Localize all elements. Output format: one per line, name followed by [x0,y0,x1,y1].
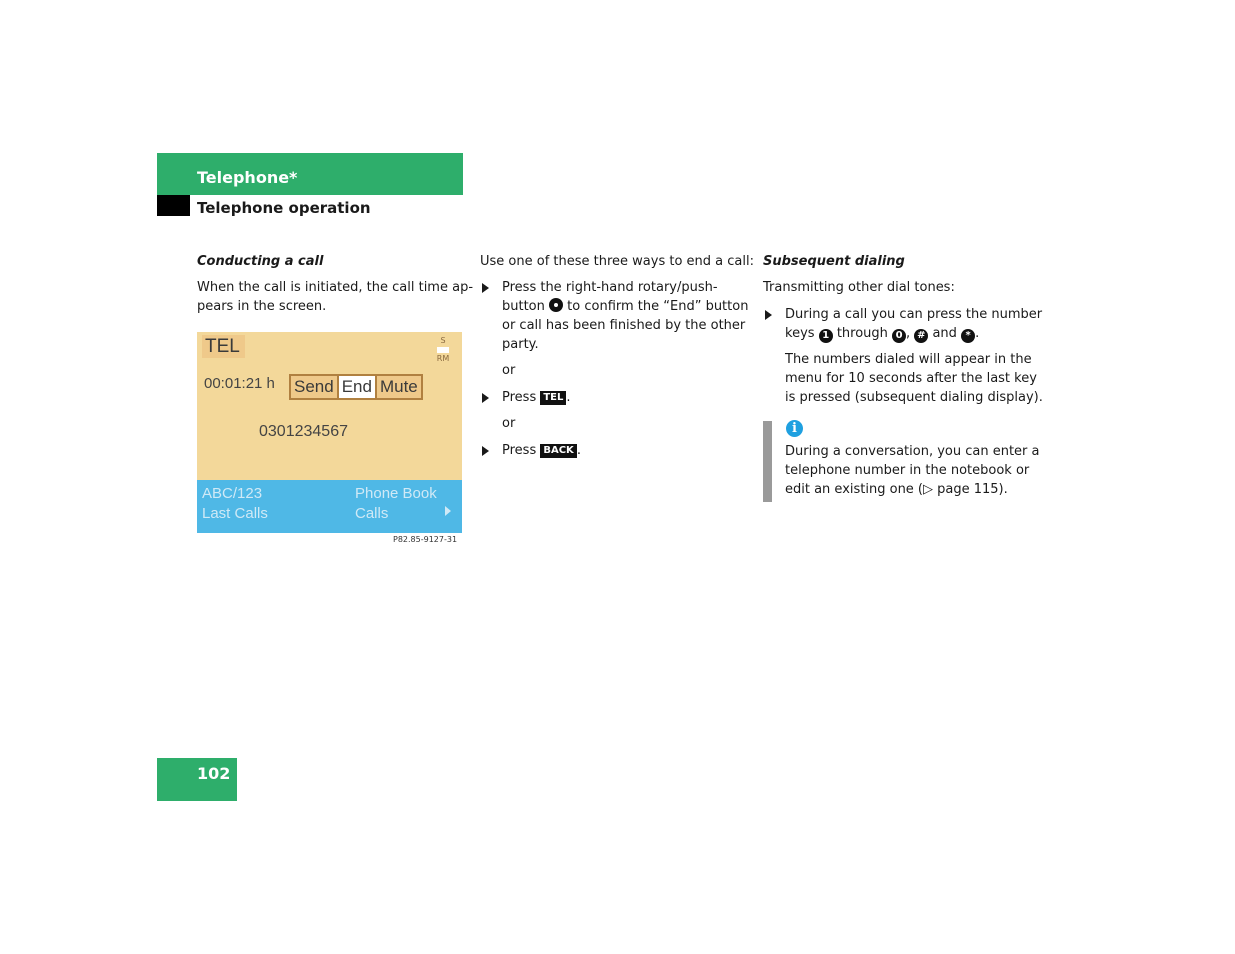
tel-key-icon: TEL [540,391,566,405]
signal-icon [431,336,455,364]
signal-label: S [440,336,446,345]
para-line: During a call you can press the number [785,307,1043,322]
para-line: menu for 10 seconds after the last key [785,371,1037,386]
para-line [502,297,748,316]
info-line: edit an existing one (▷ page 115). [785,482,1008,497]
press-text: Press [502,390,537,405]
para-line: When the call is initiated, the call time ap- [197,280,474,295]
or-text: or [502,416,516,431]
network-label: RM [436,354,450,363]
page-number: 102 [197,764,231,783]
bullet-icon [482,283,489,293]
para-line: party. [502,337,539,352]
menu-last-calls: Last Calls [202,505,268,522]
dial-tones-intro: Transmitting other dial tones: [763,280,955,295]
text-through: through [836,326,888,341]
call-time: 00:01:21 h [204,375,275,392]
end-button: End [337,376,377,398]
screen-tel-label: TEL [202,335,245,358]
info-line: telephone number in the notebook or [785,463,1030,478]
info-line: During a conversation, you can enter a [785,444,1040,459]
press-text: Press [502,443,537,458]
period: . [566,390,571,405]
para-line: pears in the screen. [197,299,327,314]
para-line: or call has been finished by the other [502,318,746,333]
call-buttons [289,374,423,400]
text-button: button [502,299,545,314]
menu-abc: ABC/123 [202,485,263,502]
send-button: Send [291,376,337,398]
key-0-icon: 0 [892,329,906,343]
heading-subsequent-dialing: Subsequent dialing [763,254,905,269]
text-keys: keys [785,326,815,341]
screen-menu-bar [197,480,462,533]
phone-number: 0301234567 [259,423,348,440]
key-1-icon: 1 [819,329,833,343]
press-tel-line [502,388,571,407]
info-bar [763,421,772,502]
para-line: is pressed (subsequent dialing display). [785,390,1043,405]
phone-screen-image [197,332,462,533]
para-line: Press the right-hand rotary/push- [502,280,718,295]
section-marker [157,195,190,216]
back-key-icon: BACK [540,444,576,458]
rotary-button-icon [549,298,563,312]
text-confirm: to confirm the “End” button [567,299,749,314]
menu-arrow-icon [445,506,451,516]
menu-calls: Calls [355,505,389,522]
or-text: or [502,363,516,378]
bullet-icon [765,310,772,320]
text-and: and [932,326,957,341]
figure-caption: P82.85-9127-31 [393,535,458,544]
mute-button: Mute [377,376,421,398]
menu-phone-book: Phone Book [355,485,437,502]
press-back-line [502,441,581,460]
period: . [576,443,581,458]
key-hash-icon: # [914,329,928,343]
key-star-icon: * [961,329,975,343]
section-title: Telephone* [197,168,298,187]
bullet-icon [482,393,489,403]
signal-bars [437,347,449,353]
bullet-icon [482,446,489,456]
keys-line: keys 1 through 0 , # and * . [785,326,980,341]
subsection-title: Telephone operation [197,199,371,217]
heading-conducting-call: Conducting a call [197,254,324,269]
para-line: The numbers dialed will appear in the [785,352,1032,367]
info-icon: i [786,420,803,437]
end-call-intro: Use one of these three ways to end a call: [480,254,754,269]
